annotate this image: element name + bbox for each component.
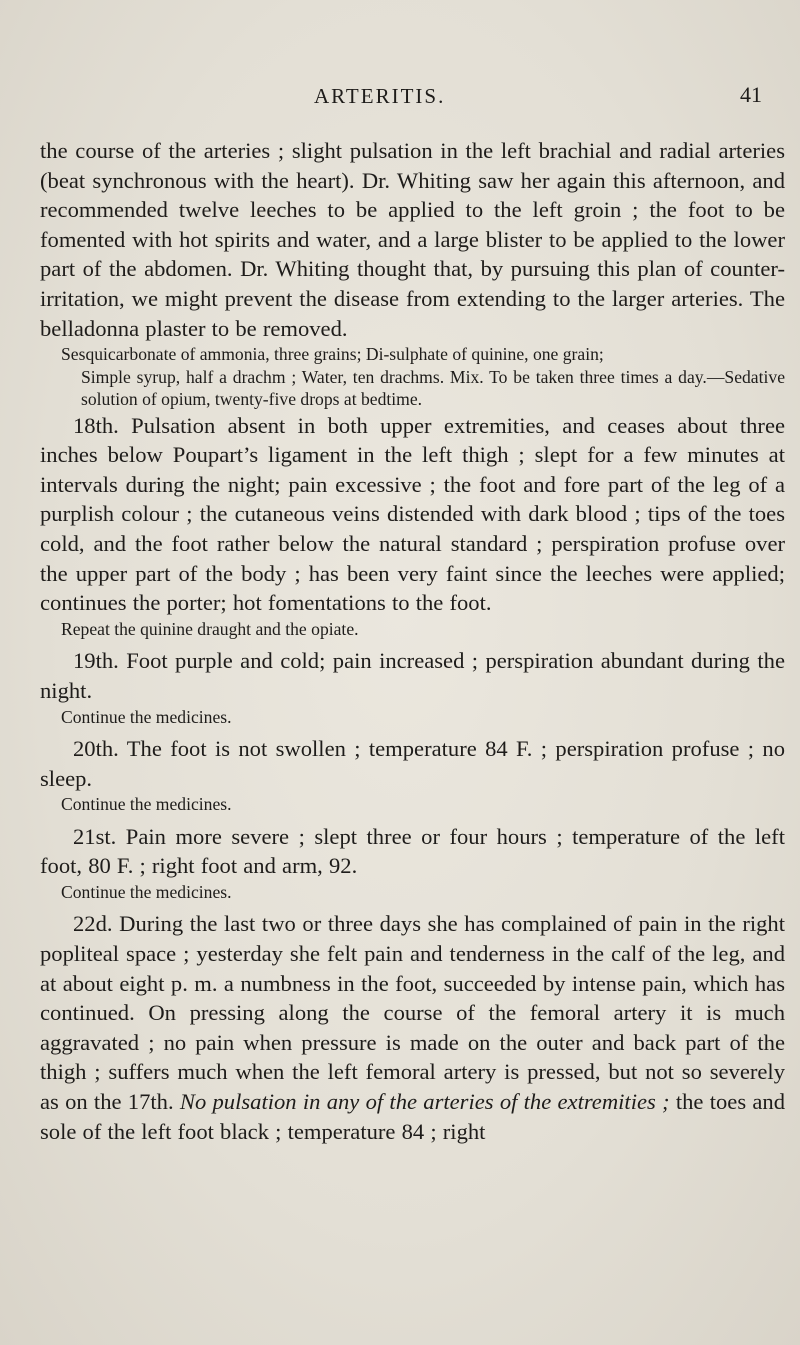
entry-21st: 21st. Pain more severe ; slept three or four hours ; temperature of the left foot, 80 F. ; right foot and arm, 92. — [40, 823, 785, 879]
prescription-1-line-1: Sesquicarbonate of ammonia, three grains; Di-sulphate of quinine, one grain; — [61, 344, 604, 365]
prescription-5: Continue the medicines. — [61, 881, 232, 902]
entry-19th: 19th. Foot purple and cold; pain increased ; perspiration abundant during the night. — [40, 648, 785, 703]
page-body — [40, 136, 785, 1146]
paragraph-continuation: the course of the arteries ; slight pulsation in the left brachial and radial arteries (beat synchronous with the heart). Dr. Whiting saw her again this afternoon, and recommended twelve leeches to be applied to the left groin ; the foot to be fomented with hot spirits and water, and a large blister to be applied to the lower part of the abdomen. Dr. Whiting thought that, by pursuing this plan of counter-irritation, we might prevent the disease from extending to the larger arteries. The belladonna plaster to be removed. — [40, 138, 785, 341]
entry-22d-end: the toes and sole of the left foot black ; temperature 84 ; right — [40, 1088, 785, 1144]
entry-18th: 18th. Pulsation absent in both upper extremities, and ceases about three inches below Poupart’s ligament in the left thigh ; slept for a few minutes at intervals during the night; pain excessive ; the foot and fore part of the leg of a purplish colour ; the cutaneous veins distended with dark blood ; tips of the toes cold, and the foot rather below the natural standard ; perspiration profuse over the upper part of the body ; has been very faint since the leeches were applied; continues the porter; hot fomentations to the foot. — [40, 412, 785, 616]
entry-22d-italic: No pulsation in any of the arteries of the extremities ; — [179, 1088, 670, 1114]
running-head — [0, 82, 800, 112]
prescription-3: Continue the medicines. — [61, 706, 232, 727]
entry-22d — [40, 909, 785, 1146]
entry-20th: 20th. The foot is not swollen ; temperature 84 F. ; perspiration profuse ; no sleep. — [40, 736, 785, 791]
page-number: 41 — [740, 82, 762, 107]
entry-22d-text: 22d. During the last two or three days she has complained of pain in the right popliteal space ; yesterday she felt pain and tenderness in the calf of the leg, and at about eight p. m. a numbness in the foot, succeeded by intense pain, which has continued. On pressing along the course of the femoral artery it is much aggravated ; no pain when pressure is made on the outer and back part of the thigh ; suffers much when the left femoral artery is pressed, but not so severely as on the 17th. — [40, 911, 785, 1114]
prescription-1 — [40, 343, 785, 411]
running-title: ARTERITIS. — [314, 84, 446, 108]
prescription-2: Repeat the quinine draught and the opiate. — [61, 618, 359, 639]
prescription-4: Continue the medicines. — [61, 794, 232, 815]
prescription-1-rest: Simple syrup, half a drachm ; Water, ten drachms. Mix. To be taken three times a day.—Sedative solution of opium, twenty-five drops at bedtime. — [81, 366, 785, 410]
